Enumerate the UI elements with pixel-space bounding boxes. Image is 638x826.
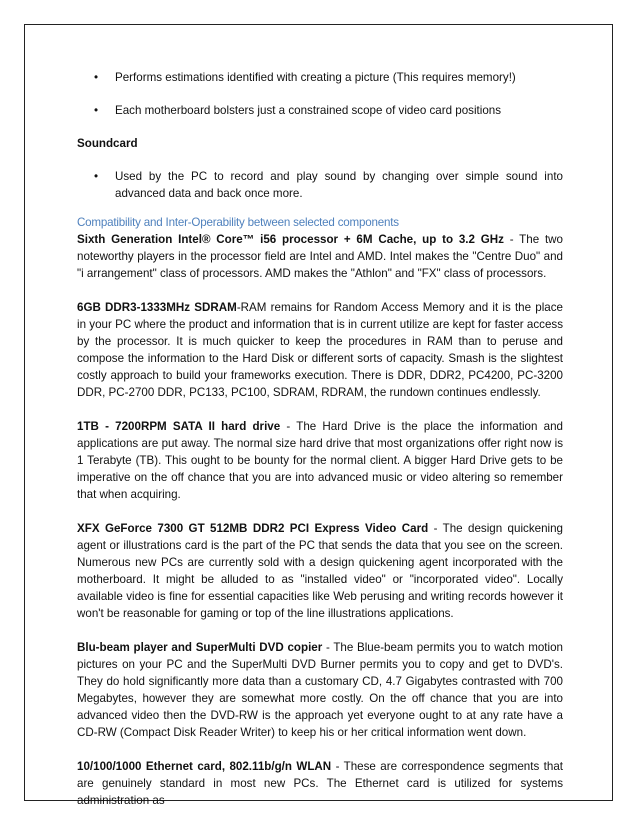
bullet-list-soundcard bbox=[77, 168, 563, 202]
list-item: • Each motherboard bolsters just a constrained scope of video card positions bbox=[94, 104, 502, 117]
paragraph-video-card: XFX GeForce 7300 GT 512MB DDR2 PCI Express Video Card - The design quickening agent or illustrations card is the part of the PC that sends the data that you see on the screen. Numerous new PCs are currently sold with a design quickening agent incorporated with the motherboard. It might be alluded to as "installed video" or "incorporated video". Locally available video is fine for essential capacities like Web perusing and writing records however it won't be reasonable for gaming or top of the line illustrations applications. bbox=[77, 522, 563, 620]
list-item: • Performs estimations identified with creating a picture (This requires memory!) bbox=[94, 71, 516, 84]
compatibility-heading: Compatibility and Inter-Operability between selected components bbox=[77, 216, 399, 229]
component-name: Sixth Generation Intel® Core™ i56 processor + 6M Cache, up to 3.2 GHz bbox=[77, 233, 504, 246]
bullet-icon: • bbox=[94, 104, 99, 117]
component-name: 6GB DDR3-1333MHz SDRAM bbox=[77, 301, 237, 314]
bullet-list-top bbox=[77, 69, 563, 119]
bullet-icon: • bbox=[94, 170, 99, 183]
paragraph-dvd: Blu-beam player and SuperMulti DVD copier - The Blue-beam permits you to watch motion pictures on your PC and the SuperMulti DVD Burner permits you to copy and get to DVD's. They do hold significantly more data than a customary CD, 4.7 Gigabytes contrasted with 700 Megabytes, however they are somewhat more costly. On the off chance that you are into advanced video then the DVD-RW is the approach yet everyone ought to at any rate have a CD-RW (Compact Disk Reader Writer) to keep his or her critical information went down. bbox=[77, 641, 564, 739]
component-name: Blu-beam player and SuperMulti DVD copier bbox=[77, 641, 323, 654]
component-name: 1TB - 7200RPM SATA II hard drive bbox=[77, 420, 281, 433]
soundcard-heading: Soundcard bbox=[77, 137, 138, 150]
paragraph-ram: 6GB DDR3-1333MHz SDRAM-RAM remains for Random Access Memory and it is the place in your PC where the product and information that is in current utilize are kept for faster access by the processor. It is much quicker to keep the procedures in RAM than to peruse and compose the information to the Hard Disk or different sorts of capacity. Smash is the slightest costly approach to build your frameworks execution. There is DDR, DDR2, PC4200, PC-3200 DDR, PC-2700 DDR, PC133, PC100, SDRAM, RDRAM, the rundown continues endlessly. bbox=[77, 301, 563, 399]
bullet-icon: • bbox=[94, 71, 99, 84]
document-body bbox=[77, 69, 563, 826]
paragraph-processor: Sixth Generation Intel® Core™ i56 processor + 6M Cache, up to 3.2 GHz - The two noteworthy players in the processor field are Intel and AMD. Intel makes the "Centre Duo" and "i arrangement" class of processors. AMD makes the "Athlon" and "FX" class of processors. bbox=[77, 233, 563, 280]
list-item: • Used by the PC to record and play sound by changing over simple sound into advanced data and back once more. bbox=[94, 170, 563, 200]
paragraph-ethernet: 10/100/1000 Ethernet card, 802.11b/g/n WLAN - These are correspondence segments that are genuinely standard in most new PCs. The Ethernet card is utilized for systems administration as bbox=[77, 760, 564, 807]
component-name: XFX GeForce 7300 GT 512MB DDR2 PCI Express Video Card bbox=[77, 522, 429, 535]
paragraph-hard-drive: 1TB - 7200RPM SATA II hard drive - The Hard Drive is the place the information and applications are put away. The normal size hard drive that most organizations offer right now is 1 Terabyte (TB). This ought to be bounty for the normal client. A bigger Hard Drive gets to be imperative on the off chance that you are into advanced music or video altering so remember that when acquiring. bbox=[77, 420, 563, 501]
component-name: 10/100/1000 Ethernet card, 802.11b/g/n WLAN bbox=[77, 760, 332, 773]
page-frame bbox=[24, 24, 613, 807]
